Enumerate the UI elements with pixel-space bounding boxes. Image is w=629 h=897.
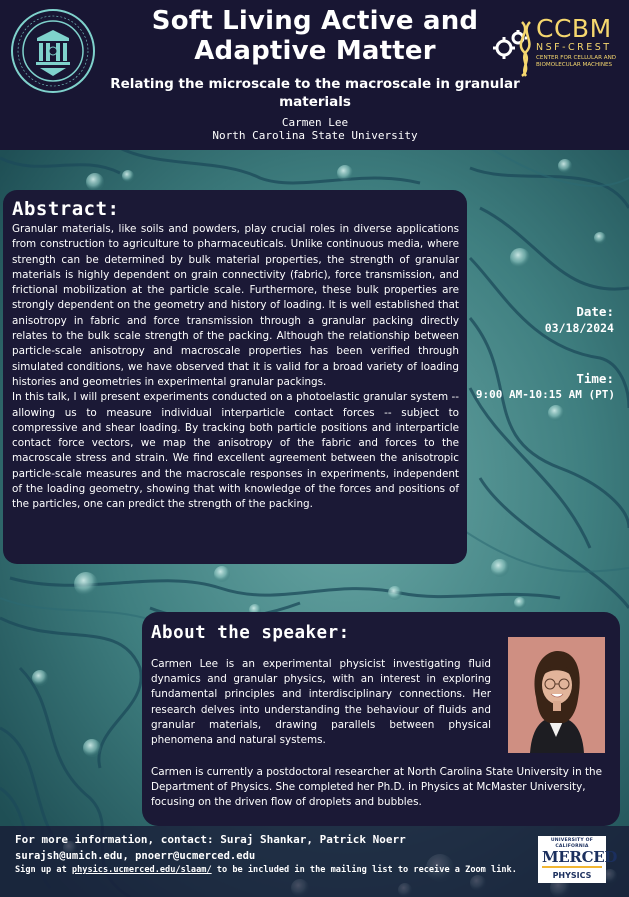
signup-suffix: to be included in the mailing list to receive a Zoom link. <box>211 865 517 875</box>
signup-link[interactable]: physics.ucmerced.edu/slaam/ <box>71 865 212 875</box>
abstract-panel <box>3 190 467 564</box>
contact-footer <box>0 826 629 897</box>
abstract-heading: Abstract: <box>12 198 120 220</box>
contact-line: For more information, contact: Suraj Shankar, Patrick Noerr <box>15 833 406 846</box>
abstract-paragraph: In this talk, I will present experiments conducted on a photoelastic granular system -- allowing us to measure individual interparticle contact forces -- subject to compressive and shear loading. By tracking both particle positions and interparticle contact force vectors, we map the anisotropy of the fabric and forces to the macroscale stress and strain. We find excellent agreement between the anisotropic particle-scale measures and the macroscale responses in experiments, independent of the loading geometry, showing that with knowledge of the forces and positions of the particles, one can predict the strength of the packing. <box>12 391 459 511</box>
ccbm-fullname-2: BIOMOLECULAR MACHINES <box>536 62 613 68</box>
time-label: Time: <box>576 371 614 386</box>
speaker-photo <box>508 637 605 753</box>
speaker-affiliation: North Carolina State University <box>212 129 418 142</box>
ccbm-program: NSF-CREST <box>536 42 612 53</box>
contact-emails[interactable]: surajsh@umich.edu, pnoerr@ucmerced.edu <box>15 850 256 862</box>
ccbm-logo <box>492 16 624 84</box>
about-heading: About the speaker: <box>151 623 350 643</box>
speaker-bio-paragraph-1: Carmen Lee is an experimental physicist investigating fluid dynamics and granular physics, with an interest in exploring fundamental principles and interdisciplinary connections. Her research delves into understanding the behaviour of fluids and granular materials, drawing parallels between physical phenomena and natural systems. <box>151 658 491 747</box>
signup-prefix: Sign up at <box>15 865 72 875</box>
gear-dna-icon <box>492 18 536 78</box>
logo-merced: MERCED <box>542 848 618 866</box>
logo-university: UNIVERSITY OF CALIFORNIA <box>550 838 594 849</box>
talk-title: Relating the microscale to the macroscale in granular materials <box>110 76 520 110</box>
uc-merced-physics-logo <box>538 836 618 883</box>
event-title: Soft Living Active and Adaptive Matter <box>151 6 479 66</box>
abstract-paragraph: Granular materials, like soils and powders, play crucial roles in diverse applications from construction to agriculture to pharmaceuticals. Unlike continuous media, where strength can be determined by bulk material properties, the strength of granular materials is highly dependent on grain connectivity (fabric), force transmission, and frictional mobilization at the particle scale. Furthermore, these bulk properties are strongly dependent on the geometry and history of loading. It is well established that anisotropy in fabric and force transmission through a granular packing directly relates to the bulk scale strength of the packing. Although the relationship between particle-scale anisotropy and macroscale properties has been verified through simulated conditions, we have observed that it is valid for a broad variety of loading histories and geometries in experimental granular packings. <box>12 223 459 388</box>
poster-header <box>0 0 629 150</box>
logo-physics: PHYSICS <box>552 871 592 880</box>
uc-merced-seal-icon <box>10 8 96 94</box>
signup-line <box>15 865 517 875</box>
speaker-bio-paragraph-2: Carmen is currently a postdoctoral researcher at North Carolina State University in the Department of Physics. She completed her Ph.D. in Physics at McMaster University, focusing on the driven flow of droplets and bubbles. <box>151 766 603 809</box>
speaker-name: Carmen Lee <box>281 116 349 129</box>
ccbm-fullname-1: CENTER FOR CELLULAR AND <box>536 55 617 61</box>
time-value: 9:00 AM-10:15 AM (PT) <box>475 388 615 401</box>
date-value: 03/18/2024 <box>544 321 614 335</box>
date-label: Date: <box>576 304 614 319</box>
ccbm-name: CCBM <box>536 14 612 43</box>
about-speaker-panel <box>142 612 620 826</box>
abstract-text <box>12 222 459 513</box>
